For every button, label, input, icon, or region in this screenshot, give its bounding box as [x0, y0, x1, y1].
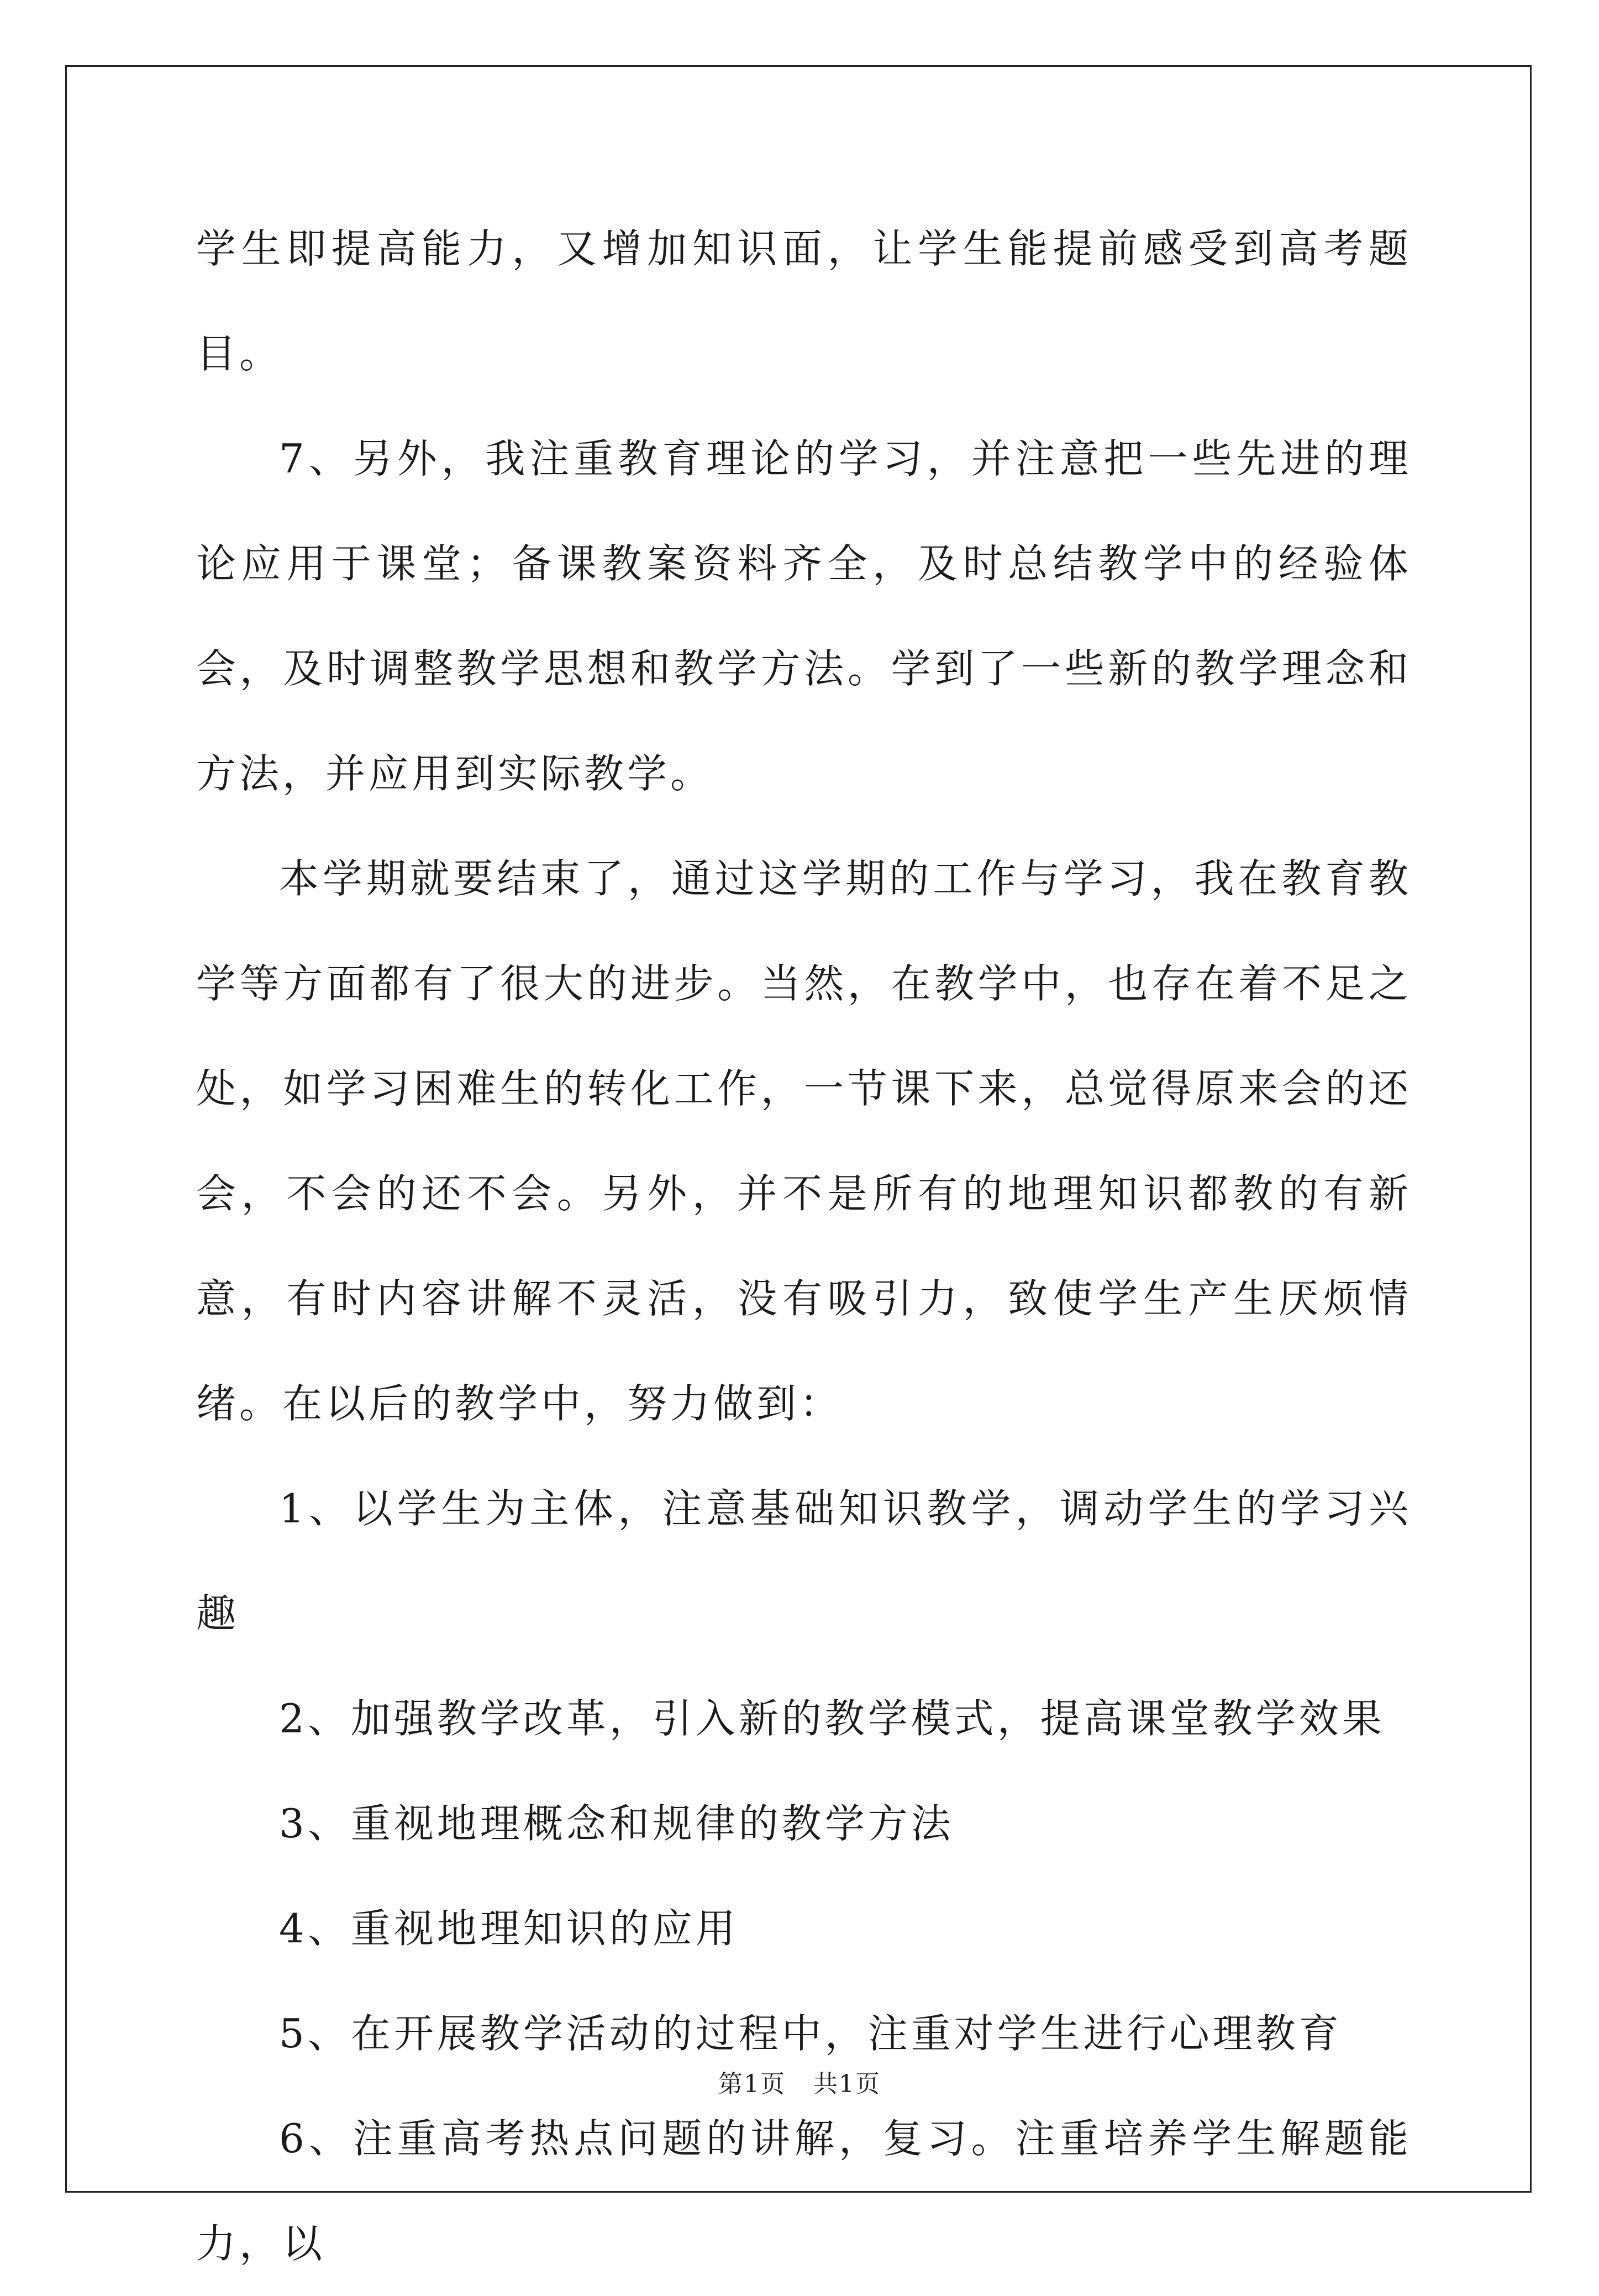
- page-footer: [0, 2068, 1599, 2101]
- list-item-2: 2、加强教学改革，引入新的教学模式，提高课堂教学效果: [279, 1695, 1385, 1742]
- list-item-6: 6、注重高考热点问题的讲解，复习。注重培养学生解题能力，以: [196, 2115, 1412, 2267]
- paragraph-3: 本学期就要结束了，通过这学期的工作与学习，我在教育教学等方面都有了很大的进步。当然，在教学中，也存在着不足之处，如学习困难生的转化工作，一节课下来，总觉得原来会的还会，不会的还不会。另外，并不是所有的地理知识都教的有新意，有时内容讲解不灵活，没有吸引力，致使学生产生厌烦情绪。在以后的教学中，努力做到：: [196, 855, 1412, 1427]
- document-body: [196, 196, 1412, 2296]
- list-item-5: 5、在开展教学活动的过程中，注重对学生进行心理教育: [279, 2010, 1342, 2057]
- paragraph-1: 学生即提高能力，又增加知识面，让学生能提前感受到高考题目。: [196, 225, 1412, 377]
- list-item-3: 3、重视地理概念和规律的教学方法: [279, 1800, 954, 1847]
- paragraph-2: 7、另外，我注重教育理论的学习，并注意把一些先进的理论应用于课堂；备课教案资料齐全，及时总结教学中的经验体会，及时调整教学思想和教学方法。学到了一些新的教学理念和方法，并应用到实际教学。: [196, 435, 1412, 797]
- list-item-4: 4、重视地理知识的应用: [279, 1905, 739, 1952]
- list-item-1: 1、以学生为主体，注意基础知识教学，调动学生的学习兴趣: [196, 1485, 1412, 1637]
- page-number: 第1页: [718, 2070, 786, 2098]
- page-total: 共1页: [813, 2070, 881, 2098]
